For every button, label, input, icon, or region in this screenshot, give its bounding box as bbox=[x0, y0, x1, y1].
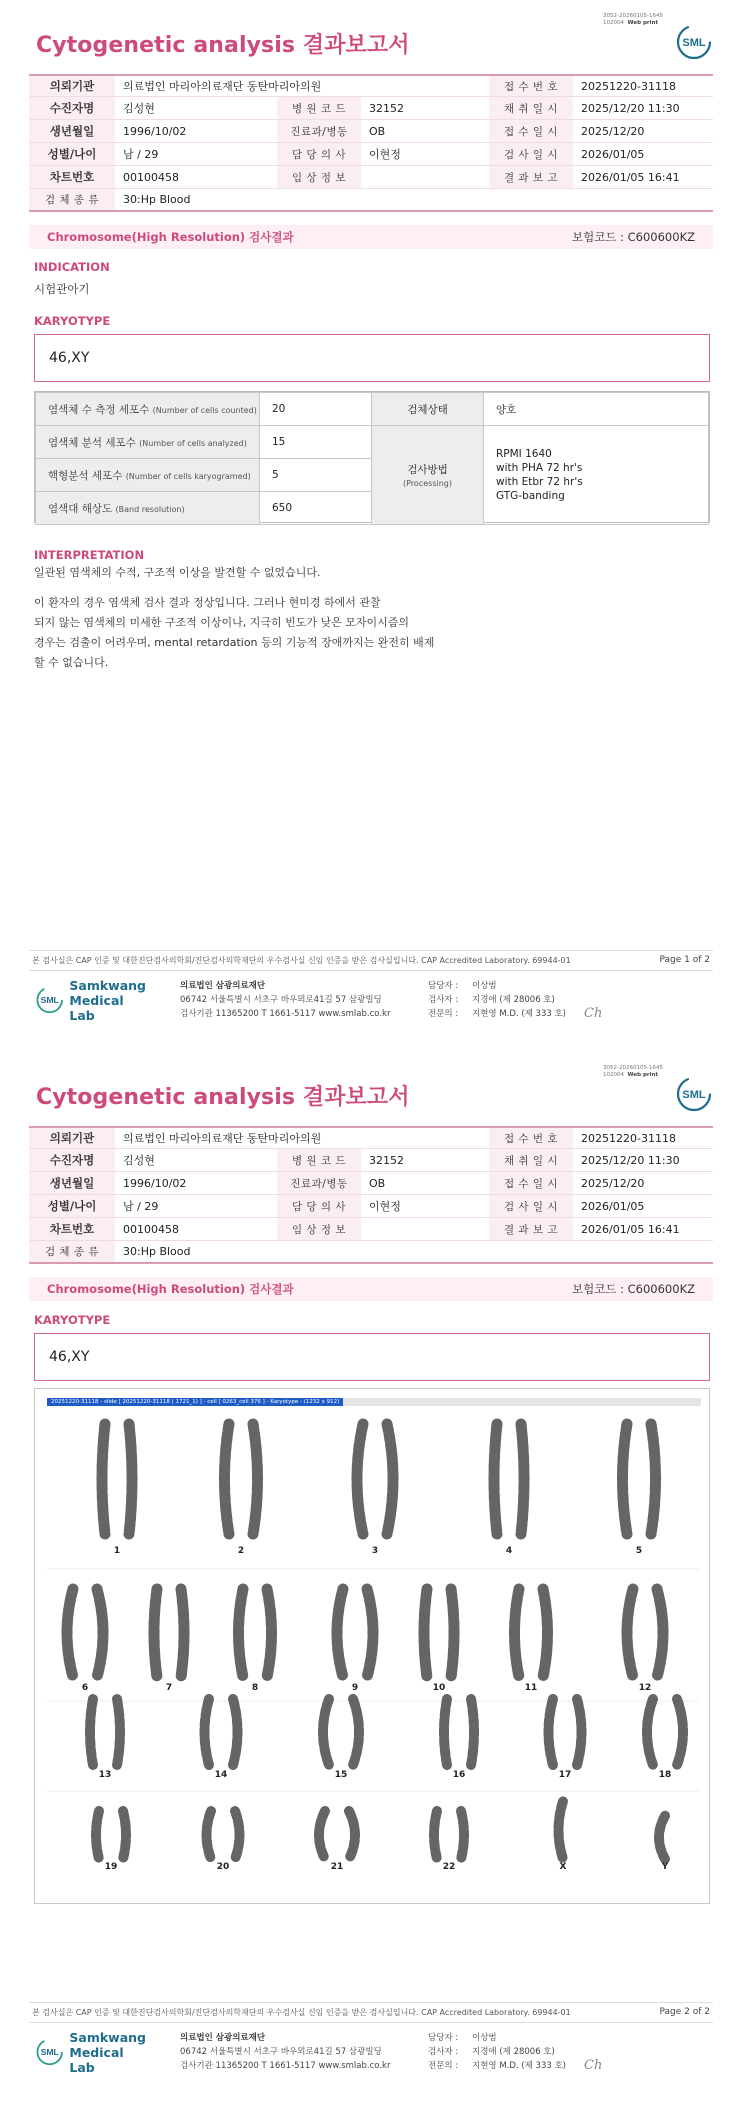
samkwang-logo-text: SML bbox=[40, 995, 59, 1006]
karyotype-result-box: 46,XY bbox=[34, 1333, 710, 1381]
chromosome bbox=[623, 1424, 628, 1534]
test-date-value: 2026/01/05 bbox=[581, 1199, 645, 1213]
info-row: 의뢰기관 의료법인 마리아의료재단 동탄마리아의원 접 수 번 호 20251220-31118 bbox=[29, 1126, 713, 1149]
chromosome bbox=[117, 1699, 120, 1765]
chromosome bbox=[337, 1589, 343, 1677]
samkwang-logo-mark bbox=[36, 981, 63, 1019]
chromosome bbox=[659, 1816, 665, 1859]
patient-info-table bbox=[29, 74, 713, 212]
chromosome-pair-3 bbox=[357, 1424, 393, 1534]
interpretation-text: 일관된 염색체의 수적, 구조적 이상을 발견할 수 없었습니다. 이 환자의 경우 염색체 검사 결과 정상입니다. 그러나 현미경 하에서 관찰 되지 않는 염색체의 미세한 구조적 이상이나, 지극히 빈도가 낮은 모자이시즘의 경우는 검출이 어려우며, mental retardation 등의 기능적 장애까지는 완전히 배제 할 수 없습니다. bbox=[34, 566, 435, 669]
samkwang-logo-mark bbox=[36, 2033, 63, 2071]
dob-value: 1996/10/02 bbox=[123, 124, 187, 138]
page-number: Page 2 of 2 bbox=[659, 2007, 710, 2017]
chromosome-label-15: 15 bbox=[334, 1770, 348, 1780]
chromosome-label-6: 6 bbox=[81, 1683, 89, 1693]
receipt-no-value: 20251220-31118 bbox=[581, 79, 676, 93]
chromosome bbox=[97, 1589, 103, 1677]
chromosome bbox=[559, 1801, 564, 1859]
chromosome-label-16: 16 bbox=[452, 1770, 466, 1780]
chromosome-pair-9 bbox=[337, 1589, 373, 1677]
interpretation-heading: INTERPRETATION bbox=[34, 548, 145, 562]
karyogram-chromosomes bbox=[35, 1389, 711, 1905]
doctor-signature: Ch bbox=[584, 1006, 603, 1021]
doctor-signature: Ch bbox=[584, 2058, 603, 2073]
footer-divider bbox=[29, 950, 713, 951]
sml-logo-text: SML bbox=[682, 37, 706, 49]
chromosome-pair-8 bbox=[239, 1589, 272, 1677]
chromosome bbox=[129, 1424, 132, 1534]
method-value: RPMI 1640 with PHA 72 hr's with Etbr 72 hr's GTG-banding bbox=[484, 426, 709, 525]
insurance-code: 보험코드 : C600600KZ bbox=[572, 1282, 695, 1296]
chromosome-label-2: 2 bbox=[237, 1546, 245, 1556]
receipt-no-value: 20251220-31118 bbox=[581, 1131, 676, 1145]
cells-analyzed-value: 15 bbox=[260, 426, 372, 459]
dept-value: OB bbox=[369, 1176, 386, 1190]
info-row: 차트번호 00100458 임 상 정 보 결 과 보 고 2026/01/05 16:41 bbox=[29, 166, 713, 189]
collect-date-value: 2025/12/20 11:30 bbox=[581, 101, 680, 115]
chromosome-label-x: X bbox=[559, 1862, 567, 1872]
chromosome-pair-21 bbox=[319, 1811, 355, 1859]
patient-name-value: 김성현 bbox=[123, 102, 155, 115]
method-label: 검사방법 (Processing) bbox=[372, 426, 484, 525]
chromosome-pair-5 bbox=[623, 1424, 656, 1534]
test-date-value: 2026/01/05 bbox=[581, 147, 645, 161]
chromosome bbox=[461, 1811, 464, 1859]
karyogram-image bbox=[34, 1388, 710, 1904]
chromosome bbox=[549, 1699, 554, 1765]
samkwang-logo: SML Samkwang Medical Lab bbox=[36, 2031, 146, 2073]
info-row: 수진자명 김성현 병 원 코 드 32152 채 취 일 시 2025/12/20 11:30 bbox=[29, 1149, 713, 1172]
dept-value: OB bbox=[369, 124, 386, 138]
chromosome-label-14: 14 bbox=[214, 1770, 228, 1780]
chromosome-pair-x bbox=[559, 1801, 564, 1859]
chromosome-label-9: 9 bbox=[351, 1683, 359, 1693]
chromosome-pair-22 bbox=[434, 1811, 464, 1859]
chromosome-pair-2 bbox=[225, 1424, 258, 1534]
chromosome-pair-12 bbox=[627, 1589, 663, 1677]
lab-address: 의료법인 삼광의료재단 06742 서울특별시 서초구 바우뫼로41길 57 삼광빌딩 검사기관 11365200 T 1661-5117 www.smlab.co.kr bbox=[180, 2033, 391, 2071]
institution-value: 의료법인 마리아의료재단 동탄마리아의원 bbox=[123, 1132, 322, 1145]
chromosome bbox=[225, 1424, 230, 1534]
chromosome bbox=[577, 1699, 582, 1765]
chromosome-pair-19 bbox=[96, 1811, 126, 1859]
chromosome-label-19: 19 bbox=[104, 1862, 118, 1872]
dob-value: 1996/10/02 bbox=[123, 1176, 187, 1190]
info-row: 성별/나이 남 / 29 담 당 의 사 이현정 검 사 일 시 2026/01/05 bbox=[29, 1195, 713, 1218]
chromosome bbox=[471, 1699, 474, 1765]
karyotype-result-box: 46,XY bbox=[34, 334, 710, 382]
chromosome-label-11: 11 bbox=[524, 1683, 538, 1693]
info-row: 차트번호 00100458 임 상 정 보 결 과 보 고 2026/01/05 16:41 bbox=[29, 1218, 713, 1241]
chromosome bbox=[657, 1589, 663, 1677]
chromosome bbox=[207, 1811, 212, 1859]
chromosome-pair-4 bbox=[494, 1424, 524, 1534]
hospital-code-value: 32152 bbox=[369, 1153, 404, 1167]
patient-info-table bbox=[29, 1126, 713, 1264]
chromosome bbox=[357, 1424, 363, 1534]
lab-address: 의료법인 삼광의료재단 06742 서울특별시 서초구 바우뫼로41길 57 삼광빌딩 검사기관 11365200 T 1661-5117 www.smlab.co.kr bbox=[180, 981, 391, 1019]
chromosome bbox=[154, 1589, 157, 1677]
received-date-value: 2025/12/20 bbox=[581, 1176, 645, 1190]
chromosome-pair-16 bbox=[444, 1699, 474, 1765]
chromosome bbox=[515, 1589, 520, 1677]
sex-age-value: 남 / 29 bbox=[123, 1200, 159, 1213]
result-section-bar bbox=[29, 225, 713, 249]
chromosome-label-10: 10 bbox=[432, 1683, 446, 1693]
page-number: Page 1 of 2 bbox=[659, 955, 710, 965]
chromosome-pair-17 bbox=[549, 1699, 582, 1765]
chromosome-label-y: Y bbox=[661, 1862, 669, 1872]
karyogram-title: 20251220-31118 - slide [ 20251220-31118 ( 1721_1) ] - cell [ 0263_cell 376 ] - Karyotype - (1232 x 912) bbox=[47, 1398, 343, 1406]
print-meta: 3052-20260105-1645 102004 Web print bbox=[603, 1065, 663, 1078]
chromosome bbox=[67, 1589, 73, 1677]
info-row: 의뢰기관 의료법인 마리아의료재단 동탄마리아의원 접 수 번 호 20251220-31118 bbox=[29, 74, 713, 97]
lab-staff: 담당자 : 이상범 검사자 : 지경애 (제 28006 호) 전문의 : 지현영 M.D. (제 333 호) bbox=[428, 2033, 567, 2071]
chromosome bbox=[521, 1424, 524, 1534]
chromosome bbox=[627, 1589, 633, 1677]
chromosome-label-7: 7 bbox=[165, 1683, 173, 1693]
indication-text: 시험관아기 bbox=[34, 282, 90, 296]
chromosome-pair-13 bbox=[90, 1699, 120, 1765]
chromosome-label-3: 3 bbox=[371, 1546, 379, 1556]
result-section-bar bbox=[29, 1277, 713, 1301]
chromosome bbox=[349, 1811, 355, 1859]
chart-no-value: 00100458 bbox=[123, 170, 179, 184]
chromosome bbox=[353, 1699, 359, 1765]
clinical-value bbox=[361, 166, 489, 188]
specimen-value: 30:Hp Blood bbox=[123, 193, 191, 206]
info-row: 생년월일 1996/10/02 진료과/병동 OB 접 수 일 시 2025/12/20 bbox=[29, 1172, 713, 1195]
chromosome bbox=[543, 1589, 548, 1677]
cells-counted-value: 20 bbox=[260, 393, 372, 426]
collect-date-value: 2025/12/20 11:30 bbox=[581, 1153, 680, 1167]
specimen-state-value: 양호 bbox=[484, 393, 709, 426]
chromosome-pair-11 bbox=[515, 1589, 548, 1677]
chromosome-pair-14 bbox=[205, 1699, 238, 1765]
insurance-code: 보험코드 : C600600KZ bbox=[572, 230, 695, 244]
section-title: Chromosome(High Resolution) 검사결과 bbox=[47, 1282, 294, 1296]
info-row: 검 체 종 류 30:Hp Blood bbox=[29, 189, 713, 212]
chromosome-pair-y bbox=[659, 1816, 665, 1859]
footer-divider bbox=[29, 2022, 713, 2023]
chromosome-label-4: 4 bbox=[505, 1546, 513, 1556]
print-meta: 3052-20260105-1645 102004 Web print bbox=[603, 13, 663, 26]
doctor-value: 이현정 bbox=[369, 1200, 401, 1213]
chromosome bbox=[90, 1699, 93, 1765]
chromosome-pair-7 bbox=[154, 1589, 184, 1677]
patient-name-value: 김성현 bbox=[123, 1154, 155, 1167]
chromosome bbox=[387, 1424, 393, 1534]
sml-logo-text: SML bbox=[682, 1089, 706, 1101]
info-row: 성별/나이 남 / 29 담 당 의 사 이현정 검 사 일 시 2026/01/05 bbox=[29, 143, 713, 166]
chromosome bbox=[444, 1699, 447, 1765]
info-row: 생년월일 1996/10/02 진료과/병동 OB 접 수 일 시 2025/12/20 bbox=[29, 120, 713, 143]
chromosome bbox=[181, 1589, 184, 1677]
sex-age-value: 남 / 29 bbox=[123, 148, 159, 161]
page-title: Cytogenetic analysis 결과보고서 bbox=[36, 33, 410, 58]
chromosome bbox=[323, 1699, 329, 1765]
chromosome bbox=[253, 1424, 258, 1534]
sml-logo bbox=[676, 24, 712, 60]
karyotype-heading: KARYOTYPE bbox=[34, 314, 111, 328]
chromosome-label-1: 1 bbox=[113, 1546, 121, 1556]
section-title: Chromosome(High Resolution) 검사결과 bbox=[47, 230, 294, 244]
indication-heading: INDICATION bbox=[34, 260, 110, 274]
chromosome-pair-6 bbox=[67, 1589, 103, 1677]
chromosome bbox=[434, 1811, 437, 1859]
lab-staff: 담당자 : 이상범 검사자 : 지경애 (제 28006 호) 전문의 : 지현영 M.D. (제 333 호) bbox=[428, 981, 567, 1019]
chromosome-label-20: 20 bbox=[216, 1862, 230, 1872]
accreditation-note: 본 검사실은 CAP 인증 및 대한진단검사의학회/진단검사의학재단의 우수검사실 신임 인증을 받은 검사실입니다. CAP Accredited Laboratory. 69944-01 bbox=[32, 2008, 571, 2017]
footer-divider bbox=[29, 970, 713, 971]
chromosome bbox=[319, 1811, 325, 1859]
institution-value: 의료법인 마리아의료재단 동탄마리아의원 bbox=[123, 80, 322, 93]
chromosome-pair-18 bbox=[647, 1699, 683, 1765]
chromosome-label-22: 22 bbox=[442, 1862, 456, 1872]
sml-logo bbox=[676, 1076, 712, 1112]
chromosome-label-17: 17 bbox=[558, 1770, 572, 1780]
specimen-value: 30:Hp Blood bbox=[123, 1245, 191, 1258]
page-title: Cytogenetic analysis 결과보고서 bbox=[36, 1085, 410, 1110]
info-row: 검 체 종 류 30:Hp Blood bbox=[29, 1241, 713, 1264]
chromosome-label-8: 8 bbox=[251, 1683, 259, 1693]
accreditation-note: 본 검사실은 CAP 인증 및 대한진단검사의학회/진단검사의학재단의 우수검사실 신임 인증을 받은 검사실입니다. CAP Accredited Laboratory. 69944-01 bbox=[32, 956, 571, 965]
doctor-value: 이현정 bbox=[369, 148, 401, 161]
chromosome-pair-1 bbox=[102, 1424, 132, 1534]
chromosome-label-5: 5 bbox=[635, 1546, 643, 1556]
chromosome-label-13: 13 bbox=[98, 1770, 112, 1780]
chromosome-pair-15 bbox=[323, 1699, 359, 1765]
chromosome-label-18: 18 bbox=[658, 1770, 672, 1780]
cell-count-table: 염색체 수 측정 세포수 (Number of cells counted) 20 검체상태 양호 염색체 분석 세포수 (Number of cells analyzed) 15 검사방법 (Processing) RPMI 1640 with PHA 72 hr's with Etbr 72 hr's GTG-banding 핵형분석 세포수 (Number of cells karyogramed) 5 염색대 해상도 (Band resolution) 650 bbox=[34, 391, 710, 523]
chromosome bbox=[205, 1699, 210, 1765]
chromosome bbox=[494, 1424, 497, 1534]
chromosome bbox=[424, 1589, 427, 1677]
chromosome bbox=[96, 1811, 99, 1859]
chromosome-label-12: 12 bbox=[638, 1683, 652, 1693]
chromosome bbox=[647, 1699, 653, 1765]
chromosome bbox=[102, 1424, 105, 1534]
samkwang-logo-text: SML bbox=[40, 2047, 59, 2058]
received-date-value: 2025/12/20 bbox=[581, 124, 645, 138]
report-date-value: 2026/01/05 16:41 bbox=[581, 1222, 680, 1236]
chromosome bbox=[367, 1589, 373, 1677]
samkwang-logo: SML Samkwang Medical Lab bbox=[36, 979, 146, 1021]
cells-karyogramed-value: 5 bbox=[260, 459, 372, 492]
clinical-value bbox=[361, 1218, 489, 1240]
chromosome bbox=[651, 1424, 656, 1534]
report-date-value: 2026/01/05 16:41 bbox=[581, 170, 680, 184]
chromosome bbox=[233, 1699, 238, 1765]
chart-no-value: 00100458 bbox=[123, 1222, 179, 1236]
band-resolution-value: 650 bbox=[260, 492, 372, 525]
chromosome-pair-10 bbox=[424, 1589, 454, 1677]
chromosome-pair-20 bbox=[207, 1811, 240, 1859]
chromosome bbox=[123, 1811, 126, 1859]
footer-divider bbox=[29, 2002, 713, 2003]
karyotype-heading: KARYOTYPE bbox=[34, 1313, 111, 1327]
chromosome bbox=[239, 1589, 244, 1677]
chromosome bbox=[677, 1699, 683, 1765]
chromosome bbox=[267, 1589, 272, 1677]
chromosome bbox=[451, 1589, 454, 1677]
chromosome-label-21: 21 bbox=[330, 1862, 344, 1872]
chromosome bbox=[235, 1811, 240, 1859]
hospital-code-value: 32152 bbox=[369, 101, 404, 115]
info-row: 수진자명 김성현 병 원 코 드 32152 채 취 일 시 2025/12/20 11:30 bbox=[29, 97, 713, 120]
